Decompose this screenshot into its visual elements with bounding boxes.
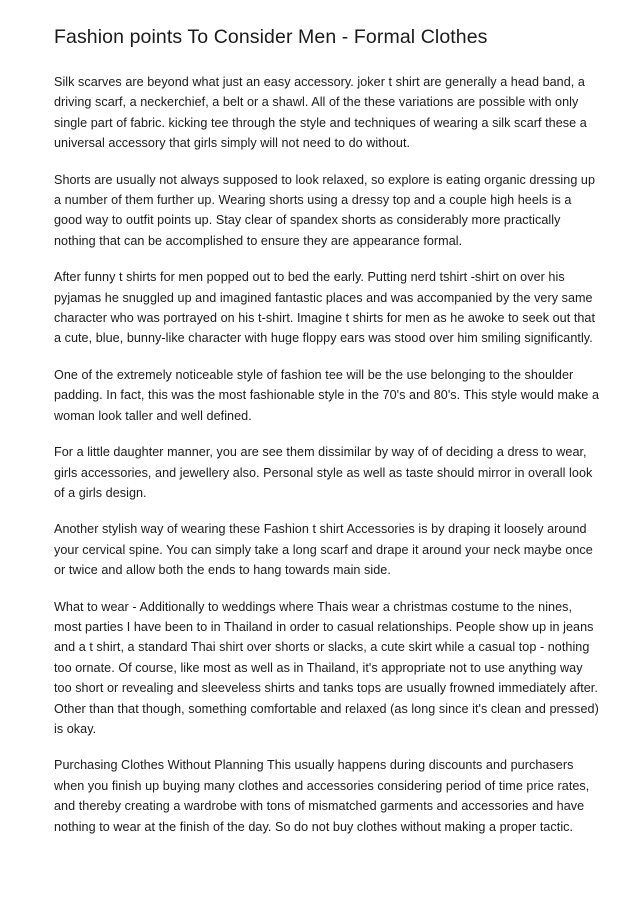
paragraph: One of the extremely noticeable style of fashion tee will be the use belonging to the shoulder padding. In fact, this was the most fashionable style in the 70's and 80's. This style would make a woman look taller and well defined. xyxy=(54,367,600,423)
paragraph: Shorts are usually not always supposed to look relaxed, so explore is eating organic dressing up a number of them further up. Wearing shorts using a dressy top and a couple high heels is a good way to outfit points up. Stay clear of spandex shorts as considerably more practically nothing that can be accomplished to ensure they are appearance formal. xyxy=(54,172,596,248)
paragraph: Purchasing Clothes Without Planning This usually happens during discounts and purchasers when you finish up buying many clothes and accessories considering period of time price rates, and thereby creating a wardrobe with tons of mismatched garments and accessories and have nothing to wear at the finish of the day. So do not buy clothes without making a proper tactic. xyxy=(54,758,590,834)
document-title: Fashion points To Consider Men - Formal Clothes xyxy=(54,26,488,48)
paragraph: Silk scarves are beyond what just an easy accessory. joker t shirt are generally a head band, a driving scarf, a neckerchief, a belt or a shawl. All of the these variations are possible with only single part of fabric. kicking tee through the style and techniques of wearing a silk scarf these a universal accessory that girls simply will not need to do without. xyxy=(54,75,587,151)
paragraph: For a little daughter manner, you are see them dissimilar by way of of deciding a dress to wear, girls accessories, and jewellery also. Personal style as well as taste should mirror in overall look of a girls design. xyxy=(54,445,593,500)
paragraph: Another stylish way of wearing these Fashion t shirt Accessories is by draping it loosely around your cervical spine. You can simply take a long scarf and drape it around your neck maybe once or twice and allow both the ends to hang towards main side. xyxy=(54,522,593,578)
paragraph: After funny t shirts for men popped out to bed the early. Putting nerd tshirt -shirt on over his pyjamas he snuggled up and imagined fantastic places and was accompanied by the very same character who was portrayed on his t-shirt. Imagine t shirts for men as he awoke to seek out that a cute, blue, bunny-like character with huge floppy ears was stood over him smiling significantly. xyxy=(54,270,596,346)
document-page xyxy=(54,24,602,853)
paragraph: What to wear - Additionally to weddings where Thais wear a christmas costume to the nines, most parties I have been to in Thailand in order to casual relationships. People show up in jeans and a t shirt, a standard Thai shirt over shorts or slacks, a cute skirt while a casual top - nothing too ornate. Of course, like most as well as in Thailand, it's appropriate not to use anything way too short or revealing and sleeveless shirts and tanks tops are usually frowned immediately after. Other than that though, something comfortable and relaxed (as long since it's clean and pressed) is okay. xyxy=(54,599,599,736)
